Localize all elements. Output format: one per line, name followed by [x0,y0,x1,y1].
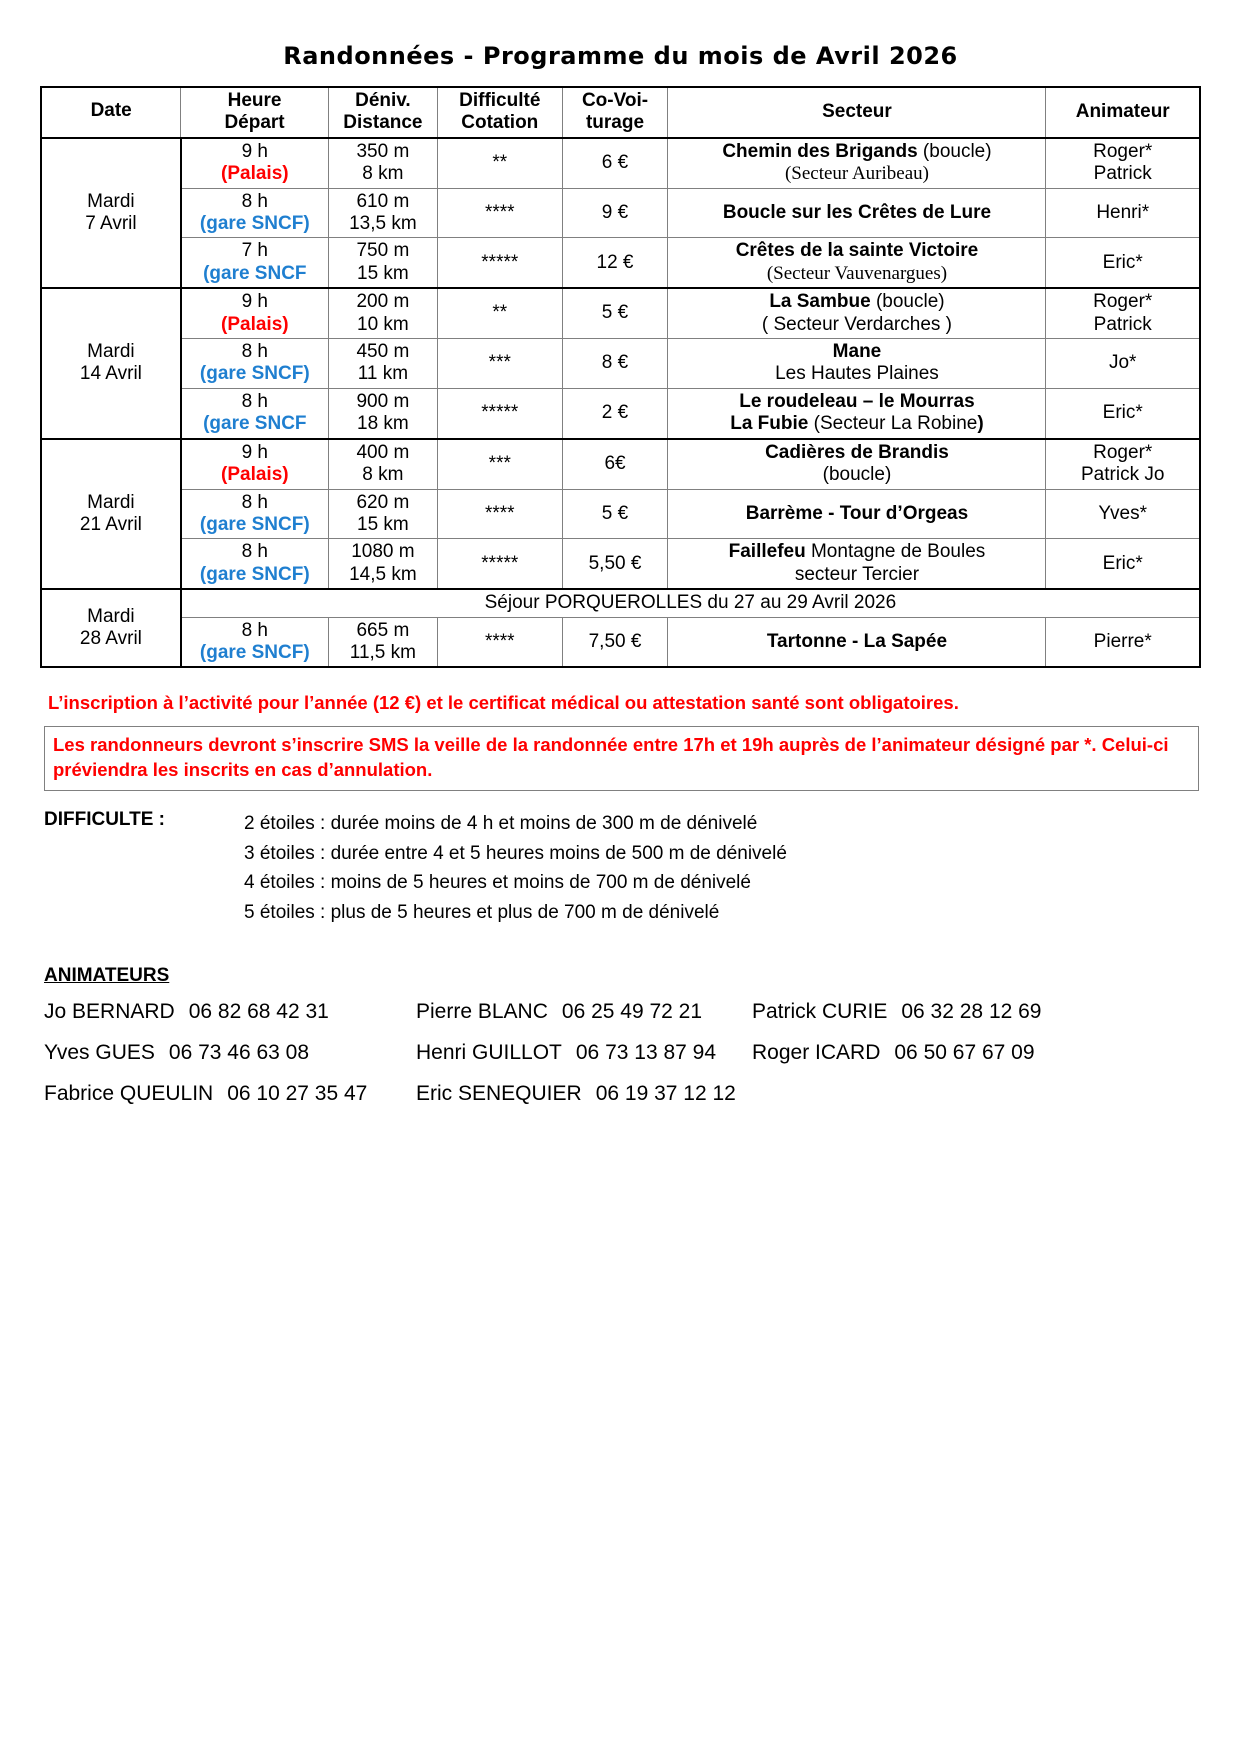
distance-value: 15 km [357,513,409,535]
table-header-row [41,87,1200,138]
animateur-entry [752,1042,1112,1063]
secteur-line-2: La Fubie (Secteur La Robine) [730,413,984,435]
cell-covoiturage: 2 € [562,388,668,438]
animateur-row [44,1042,1201,1063]
animateur-name: Roger ICARD [752,1041,881,1065]
animateur-entry [416,1083,752,1104]
animateur-phone: 06 19 37 12 12 [595,1082,736,1106]
cell-covoiturage: 9 € [562,188,668,238]
secteur-line-2: (Secteur Auribeau) [784,163,929,185]
difficulte-label: DIFFICULTE : [44,809,166,831]
cell-deniv-distance [328,388,437,438]
cell-secteur [668,489,1046,539]
cell-deniv-distance [328,439,437,489]
depart-lieu: (gare SNCF) [199,641,310,663]
animateur-name: Jo BERNARD [44,1000,175,1024]
animateur-phone: 06 73 46 63 08 [168,1041,310,1065]
cell-cotation: ***** [438,539,563,589]
table-row [41,288,1200,338]
difficulte-line: 4 étoiles : moins de 5 heures et moins de 700 m de dénivelé [244,872,751,894]
cell-cotation: *** [438,339,563,389]
heure-value: 8 h [241,190,268,212]
cell-heure-depart [181,439,328,489]
difficulte-line: 3 étoiles : durée entre 4 et 5 heures moins de 500 m de dénivelé [244,842,787,864]
cell-deniv-distance [328,539,437,589]
cell-animateur [1046,238,1200,288]
cell-heure-depart [181,138,328,188]
secteur-line-1: Crêtes de la sainte Victoire [735,240,979,262]
animateur-phone: 06 73 13 87 94 [575,1041,717,1065]
animateur-entry [44,1083,416,1104]
notice-inscription: L’inscription à l’activité pour l’année (12 €) et le certificat médical ou attestation santé sont obligatoires. [48,692,959,714]
animateur-line-2: Patrick [1093,163,1152,185]
cell-deniv-distance [328,489,437,539]
cell-cotation: **** [438,188,563,238]
cell-date [41,138,181,288]
cell-secteur [668,339,1046,389]
sejour-banner: Séjour PORQUEROLLES du 27 au 29 Avril 2026 [181,589,1200,617]
column-header-difficulte-cotation: Difficulté Cotation [438,87,563,138]
animateur-row [44,1001,1201,1022]
cell-animateur [1046,288,1200,338]
cell-heure-depart [181,238,328,288]
secteur-line-1: Le roudeleau – le Mourras [739,390,975,412]
heure-value: 8 h [241,619,268,641]
animateur-line-1: Yves* [1098,502,1148,524]
distance-value: 15 km [357,262,409,284]
column-header-covoiturage: Co-Voi- turage [562,87,668,138]
date-line-1: Mardi [87,491,135,513]
animateur-line-1: Roger* [1093,441,1153,463]
secteur-line-1: Mane [832,341,882,363]
secteur-line-1: Tartonne - La Sapée [766,630,948,652]
secteur-line-2: Les Hautes Plaines [775,363,939,385]
cell-animateur [1046,489,1200,539]
cell-covoiturage: 5 € [562,489,668,539]
table-row [41,489,1200,539]
cell-covoiturage: 5 € [562,288,668,338]
animateur-name: Patrick CURIE [752,1000,888,1024]
animateur-entry [44,1001,416,1022]
distance-value: 11 km [357,363,409,385]
difficulte-line: 2 étoiles : durée moins de 4 h et moins de 300 m de dénivelé [244,813,758,835]
animateurs-list [44,1001,1201,1104]
animateurs-section [40,927,1201,1104]
table-body [41,138,1200,668]
animateur-phone: 06 32 28 12 69 [901,1000,1042,1024]
animateur-line-1: Roger* [1093,291,1153,313]
cell-secteur [668,288,1046,338]
cell-date [41,288,181,438]
distance-value: 8 km [362,464,404,486]
heure-value: 9 h [241,291,268,313]
cell-date [41,589,181,667]
table-row [41,388,1200,438]
notice-sms-line1: Les randonneurs devront s’inscrire SMS la veille de la randonnée entre 17h et 19h auprès de l’animateur désigné [53,734,1046,756]
animateur-name: Henri GUILLOT [416,1041,562,1065]
cell-animateur [1046,539,1200,589]
table-row [41,439,1200,489]
animateur-line-1: Eric* [1102,402,1143,424]
distance-value: 10 km [357,313,409,335]
cell-animateur [1046,439,1200,489]
deniv-value: 400 m [356,441,410,463]
cell-date [41,439,181,589]
cell-heure-depart [181,288,328,338]
cell-deniv-distance [328,138,437,188]
secteur-line-1: Boucle sur les Crêtes de Lure [722,201,992,223]
distance-value: 13,5 km [349,213,417,235]
cell-heure-depart [181,617,328,667]
animateur-entry [752,1001,1112,1022]
deniv-value: 200 m [356,291,410,313]
heure-value: 8 h [241,541,268,563]
date-line-2: 28 Avril [79,628,142,650]
cell-cotation: ** [438,288,563,338]
depart-lieu: (gare SNCF) [199,513,310,535]
cell-cotation: ***** [438,388,563,438]
secteur-line-2: (boucle) [822,464,892,486]
cell-covoiturage: 8 € [562,339,668,389]
cell-heure-depart [181,339,328,389]
deniv-value: 1080 m [351,541,415,563]
secteur-line-2: ( Secteur Verdarches ) [761,313,952,335]
deniv-value: 610 m [356,190,410,212]
cell-heure-depart [181,489,328,539]
cell-secteur [668,188,1046,238]
deniv-value: 750 m [356,240,410,262]
column-header-heure-depart: Heure Départ [181,87,328,138]
animateur-line-1: Eric* [1102,552,1143,574]
table-row [41,617,1200,667]
column-header-animateur: Animateur [1046,87,1200,138]
column-header-deniv-distance: Déniv. Distance [328,87,437,138]
heure-value: 7 h [241,240,268,262]
cell-secteur [668,138,1046,188]
table-row [41,238,1200,288]
depart-lieu: (gare SNCF) [199,213,310,235]
table-row [41,188,1200,238]
difficulte-lines [244,809,787,927]
cell-animateur [1046,138,1200,188]
cell-cotation: *** [438,439,563,489]
table-row [41,339,1200,389]
deniv-value: 450 m [356,341,410,363]
date-line-2: 14 Avril [79,363,142,385]
cell-animateur [1046,388,1200,438]
depart-lieu: (gare SNCF [203,262,307,284]
animateur-line-2: Patrick [1093,313,1152,335]
depart-lieu: (gare SNCF [203,413,307,435]
column-header-secteur: Secteur [668,87,1046,138]
cell-heure-depart [181,388,328,438]
secteur-line-2: secteur Tercier [794,563,920,585]
cell-covoiturage: 6 € [562,138,668,188]
cell-animateur [1046,617,1200,667]
secteur-line-2: (Secteur Vauvenargues) [766,262,948,284]
column-header-date: Date [41,87,181,138]
deniv-value: 620 m [356,491,410,513]
distance-value: 14,5 km [349,563,417,585]
animateur-line-1: Jo* [1108,352,1137,374]
animateur-name: Yves GUES [44,1041,155,1065]
depart-lieu: (gare SNCF) [199,363,310,385]
table-row-sejour [41,589,1200,617]
heure-value: 8 h [241,390,268,412]
date-line-2: 7 Avril [85,213,137,235]
cell-deniv-distance [328,188,437,238]
cell-covoiturage: 6€ [562,439,668,489]
date-line-1: Mardi [87,341,135,363]
depart-lieu: (Palais) [221,313,289,335]
cell-deniv-distance [328,288,437,338]
animateur-line-1: Eric* [1102,251,1143,273]
cell-animateur [1046,188,1200,238]
difficulte-line: 5 étoiles : plus de 5 heures et plus de 700 m de dénivelé [244,901,720,923]
deniv-value: 665 m [356,619,410,641]
date-line-1: Mardi [87,605,135,627]
distance-value: 8 km [362,163,404,185]
difficulte-block [44,809,1201,927]
cell-secteur [668,238,1046,288]
animateur-phone: 06 50 67 67 09 [894,1041,1035,1065]
animateur-line-1: Pierre* [1093,630,1152,652]
date-line-1: Mardi [87,190,135,212]
cell-covoiturage: 7,50 € [562,617,668,667]
heure-value: 9 h [241,441,268,463]
cell-secteur [668,388,1046,438]
cell-secteur [668,539,1046,589]
deniv-value: 350 m [356,140,410,162]
animateur-line-1: Henri* [1096,201,1150,223]
cell-cotation: ***** [438,238,563,288]
table-row [41,539,1200,589]
cell-secteur [668,617,1046,667]
cell-animateur [1046,339,1200,389]
cell-cotation: ** [438,138,563,188]
animateur-name: Pierre BLANC [416,1000,548,1024]
secteur-line-1: La Sambue (boucle) [769,291,945,313]
depart-lieu: (gare SNCF) [199,563,310,585]
notice-sms-line2: par *. Celui-ci préviendra les inscrits en cas d’annulation. [53,734,1169,781]
depart-lieu: (Palais) [221,464,289,486]
notice-sms [44,726,1199,791]
cell-covoiturage: 12 € [562,238,668,288]
animateurs-heading: ANIMATEURS [44,965,170,987]
heure-value: 9 h [241,140,268,162]
page-title: Randonnées - Programme du mois de Avril 2026 [283,42,958,70]
animateur-entry [416,1042,752,1063]
cell-heure-depart [181,539,328,589]
animateur-phone: 06 25 49 72 21 [561,1000,703,1024]
deniv-value: 900 m [356,390,410,412]
cell-deniv-distance [328,339,437,389]
cell-deniv-distance [328,617,437,667]
cell-deniv-distance [328,238,437,288]
distance-value: 11,5 km [349,641,416,663]
heure-value: 8 h [241,491,268,513]
date-line-2: 21 Avril [79,513,142,535]
animateur-name: Fabrice QUEULIN [44,1082,214,1106]
secteur-line-1: Faillefeu Montagne de Boules [728,541,986,563]
distance-value: 18 km [357,413,409,435]
animateur-line-1: Roger* [1093,140,1153,162]
heure-value: 8 h [241,341,268,363]
animateur-name: Eric SENEQUIER [416,1082,582,1106]
cell-covoiturage: 5,50 € [562,539,668,589]
cell-heure-depart [181,188,328,238]
animateur-line-2: Patrick Jo [1081,464,1165,486]
table-row [41,138,1200,188]
depart-lieu: (Palais) [221,163,289,185]
cell-secteur [668,439,1046,489]
secteur-line-1: Chemin des Brigands (boucle) [722,140,992,162]
animateur-row [44,1083,1201,1104]
cell-cotation: **** [438,617,563,667]
table-header [41,87,1200,138]
cell-cotation: **** [438,489,563,539]
secteur-line-1: Barrème - Tour d’Orgeas [745,502,969,524]
animateur-entry [44,1042,416,1063]
animateur-phone: 06 82 68 42 31 [188,1000,329,1024]
program-table [40,86,1201,668]
secteur-line-1: Cadières de Brandis [765,441,949,463]
animateur-entry [416,1001,752,1022]
animateur-phone: 06 10 27 35 47 [227,1082,368,1106]
